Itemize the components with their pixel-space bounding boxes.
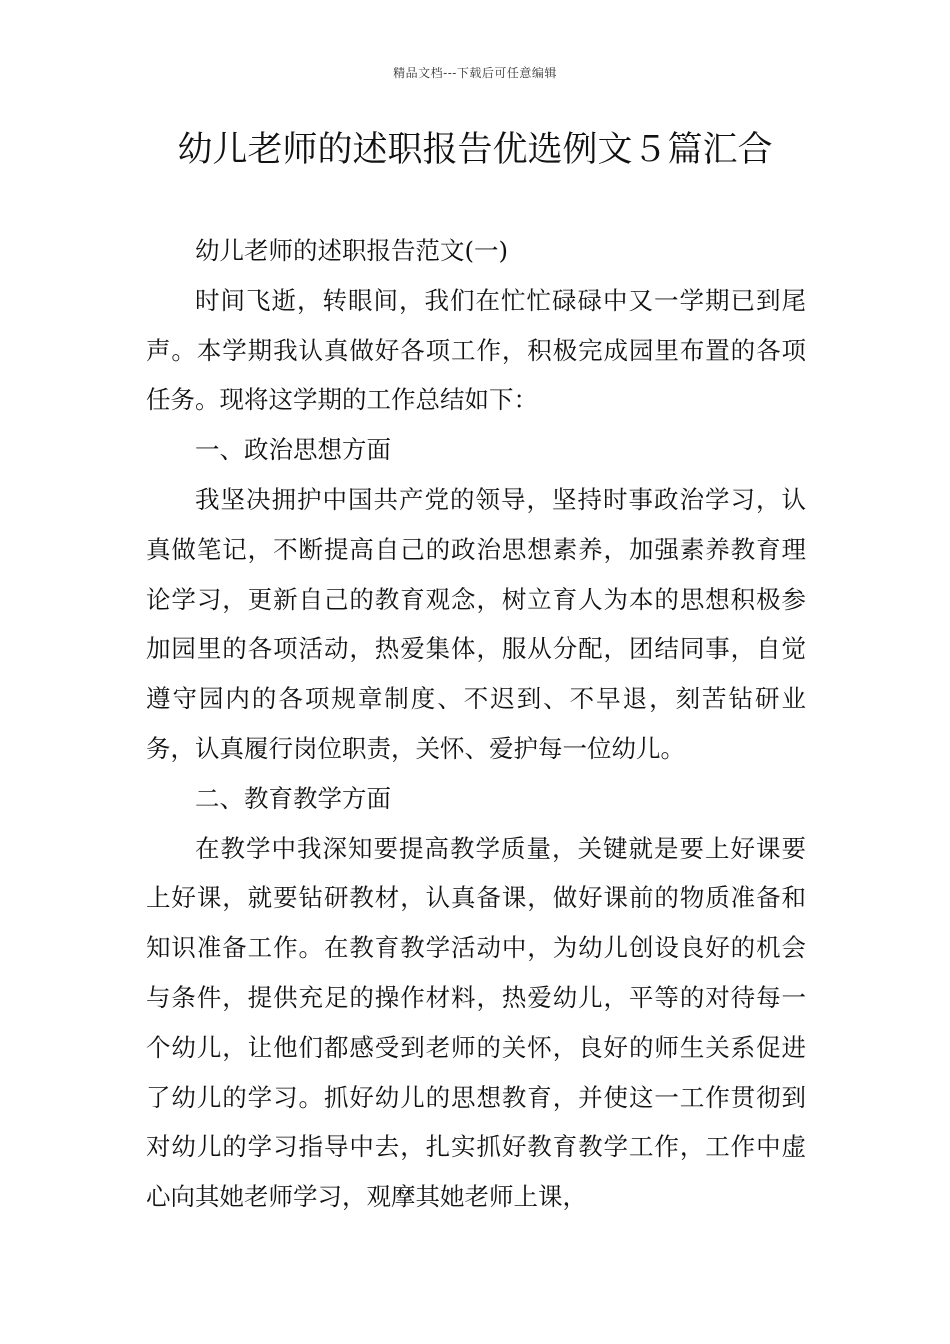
section-heading: 一、政治思想方面 (195, 435, 391, 465)
body-paragraph: 时间飞逝，转眼间，我们在忙忙碌碌中又一学期已到尾声。本学期我认真做好各项工作，积极完成园里布置的各项任务。现将这学期的工作总结如下： (146, 285, 806, 415)
document-title: 幼儿老师的述职报告优选例文５篇汇合 (177, 130, 773, 170)
section-heading: 二、教育教学方面 (195, 783, 391, 813)
section-heading: 幼儿老师的述职报告范文(一) (195, 236, 509, 265)
body-paragraph: 在教学中我深知要提高教学质量，关键就是要上好课要上好课，就要钻研教材，认真备课，做好课前的物质准备和知识准备工作。在教育教学活动中，为幼儿创设良好的机会与条件，提供充足的操作材料，热爱幼儿，平等的对待每一个幼儿，让他们都感受到老师的关怀，良好的师生关系促进了幼儿的学习。抓好幼儿的思想教育，并使这一工作贯彻到对幼儿的学习指导中去，扎实抓好教育教学工作，工作中虚心向其她老师学习，观摩其她老师上课， (146, 833, 806, 1212)
body-paragraph: 我坚决拥护中国共产党的领导，坚持时事政治学习，认真做笔记，不断提高自己的政治思想素养，加强素养教育理论学习，更新自己的教育观念，树立育人为本的思想积极参加园里的各项活动，热爱集体，服从分配，团结同事，自觉遵守园内的各项规章制度、不迟到、不早退，刻苦钻研业务，认真履行岗位职责，关怀、爱护每一位幼儿。 (146, 484, 806, 763)
header-note: 精品文档---下载后可任意编辑 (393, 66, 557, 80)
document-body (146, 226, 806, 1222)
